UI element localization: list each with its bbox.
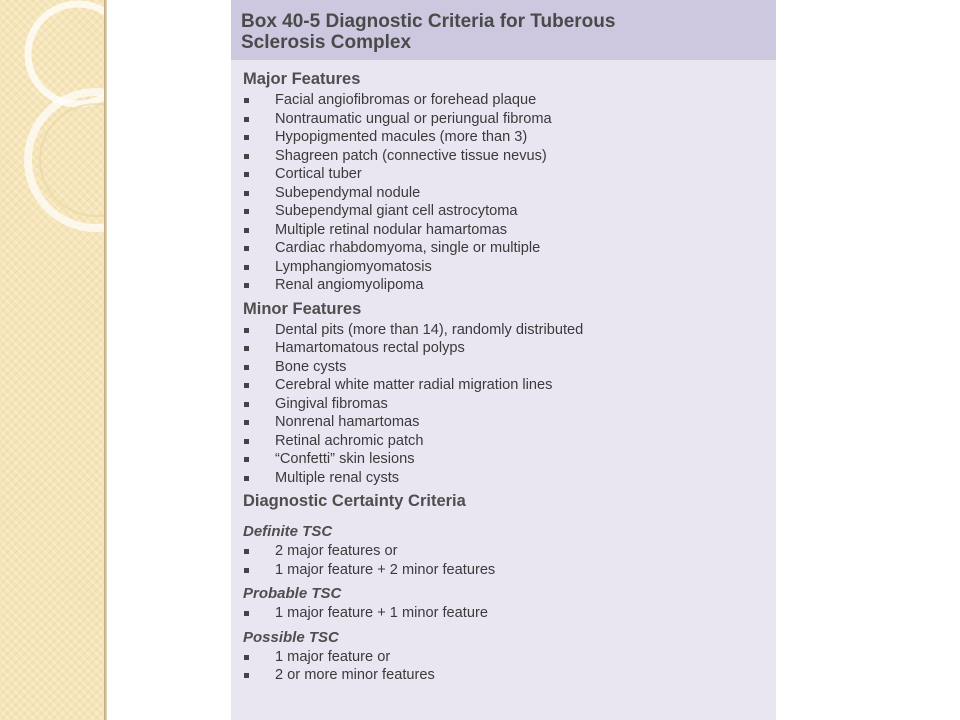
bullet-icon <box>244 135 249 140</box>
bullet-icon <box>244 246 249 251</box>
list-item: 2 major features or <box>243 542 768 561</box>
bullet-icon <box>244 383 249 388</box>
box-title-line-2: Sclerosis Complex <box>241 32 412 53</box>
list-item: Gingival fibromas <box>243 395 768 414</box>
list-item: Subependymal giant cell astrocytoma <box>243 202 768 221</box>
list-item: Bone cysts <box>243 358 768 377</box>
bullet-icon <box>244 365 249 370</box>
major-features-list <box>243 91 768 295</box>
box-title-line-1: Box 40-5 Diagnostic Criteria for Tuberous <box>241 11 616 32</box>
box-header <box>231 0 776 60</box>
bullet-icon <box>244 673 249 678</box>
list-item: Cortical tuber <box>243 165 768 184</box>
bullet-icon <box>244 457 249 462</box>
possible-tsc-list <box>243 648 768 685</box>
possible-tsc-heading: Possible TSC <box>243 628 339 646</box>
bullet-icon <box>244 328 249 333</box>
list-item: “Confetti” skin lesions <box>243 450 768 469</box>
probable-tsc-list <box>243 604 768 623</box>
bullet-icon <box>244 346 249 351</box>
list-item: Nontraumatic ungual or periungual fibroma <box>243 110 768 129</box>
decorative-sidebar <box>0 0 104 720</box>
list-item: Shagreen patch (connective tissue nevus) <box>243 147 768 166</box>
list-item: Dental pits (more than 14), randomly distributed <box>243 321 768 340</box>
certainty-criteria-heading: Diagnostic Certainty Criteria <box>243 492 466 510</box>
list-item: Hamartomatous rectal polyps <box>243 339 768 358</box>
bullet-icon <box>244 154 249 159</box>
definite-tsc-list <box>243 542 768 579</box>
major-features-heading: Major Features <box>243 70 361 88</box>
bullet-icon <box>244 476 249 481</box>
list-item: Subependymal nodule <box>243 184 768 203</box>
bullet-icon <box>244 402 249 407</box>
list-item: 1 major feature + 2 minor features <box>243 561 768 580</box>
bullet-icon <box>244 283 249 288</box>
bullet-icon <box>244 549 249 554</box>
decorative-circles-icon <box>0 0 104 720</box>
bullet-icon <box>244 655 249 660</box>
bullet-icon <box>244 265 249 270</box>
list-item: Retinal achromic patch <box>243 432 768 451</box>
bullet-icon <box>244 117 249 122</box>
list-item: 2 or more minor features <box>243 666 768 685</box>
list-item: Multiple retinal nodular hamartomas <box>243 221 768 240</box>
sidebar-divider <box>104 0 107 720</box>
bullet-icon <box>244 611 249 616</box>
list-item: Renal angiomyolipoma <box>243 276 768 295</box>
list-item: Hypopigmented macules (more than 3) <box>243 128 768 147</box>
bullet-icon <box>244 98 249 103</box>
list-item: Facial angiofibromas or forehead plaque <box>243 91 768 110</box>
definite-tsc-heading: Definite TSC <box>243 523 333 540</box>
bullet-icon <box>244 228 249 233</box>
bullet-icon <box>244 420 249 425</box>
bullet-icon <box>244 568 249 573</box>
bullet-icon <box>244 191 249 196</box>
probable-tsc-heading: Probable TSC <box>243 585 342 602</box>
minor-features-heading: Minor Features <box>243 299 362 318</box>
list-item: Cerebral white matter radial migration lines <box>243 376 768 395</box>
list-item: Nonrenal hamartomas <box>243 413 768 432</box>
minor-features-list <box>243 321 768 488</box>
box-content <box>243 68 768 685</box>
box-title <box>241 11 766 53</box>
bullet-icon <box>244 172 249 177</box>
list-item: Cardiac rhabdomyoma, single or multiple <box>243 239 768 258</box>
list-item: 1 major feature or <box>243 648 768 667</box>
criteria-box <box>231 0 776 720</box>
list-item: Multiple renal cysts <box>243 469 768 488</box>
bullet-icon <box>244 209 249 214</box>
list-item: Lymphangiomyomatosis <box>243 258 768 277</box>
list-item: 1 major feature + 1 minor feature <box>243 604 768 623</box>
bullet-icon <box>244 439 249 444</box>
